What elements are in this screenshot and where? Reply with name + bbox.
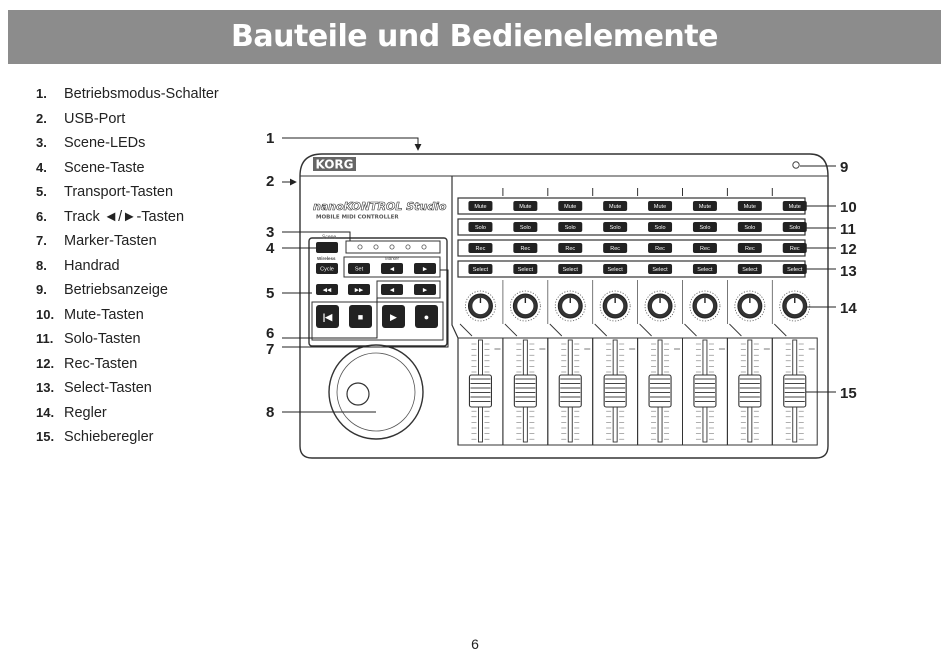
leader-1 — [282, 138, 418, 150]
callout-12: 12 — [840, 241, 857, 258]
scene-led — [358, 245, 362, 249]
item-number: 3. — [36, 135, 47, 150]
fader-knob[interactable] — [559, 375, 581, 407]
jog-wheel[interactable] — [329, 345, 423, 439]
callout-9: 9 — [840, 159, 849, 176]
item-label: Schieberegler — [64, 429, 154, 445]
item-number: 6. — [36, 208, 47, 224]
callout-10: 10 — [840, 199, 857, 216]
jog-wheel-grip — [347, 383, 369, 405]
rec-button-label: Rec — [565, 246, 576, 252]
wireless-label: Wireless — [317, 256, 336, 261]
fader-knob[interactable] — [649, 375, 671, 407]
item-number: 5. — [36, 184, 47, 199]
item-number: 2. — [36, 110, 47, 126]
solo-button-label: Solo — [609, 225, 621, 231]
solo-button-label: Solo — [564, 225, 576, 231]
rec-button-label: Rec — [700, 246, 710, 252]
solo-button-label: Solo — [474, 225, 486, 231]
rec-button-label: Rec — [655, 246, 665, 252]
item-number: 14. — [36, 404, 55, 420]
select-button-label: Select — [562, 267, 578, 273]
callout-1: 1 — [266, 130, 275, 147]
marker-prev-icon: ◀ — [389, 266, 395, 273]
scene-led — [374, 245, 378, 249]
mute-button-label: Mute — [788, 204, 801, 210]
callout-7: 7 — [266, 341, 275, 358]
item-number: 13. — [36, 380, 55, 395]
fader-knob[interactable] — [784, 375, 806, 407]
track-next-icon: ▶ — [422, 287, 428, 294]
record-icon: ● — [423, 312, 430, 322]
model-name: nanoKONTROL Studio — [313, 200, 447, 213]
play-icon: ▶ — [390, 312, 397, 322]
mute-button-label: Mute — [474, 204, 487, 210]
scene-led — [422, 245, 426, 249]
select-button-label: Select — [742, 267, 758, 273]
mute-button-label: Mute — [609, 204, 622, 210]
item-label: Handrad — [64, 257, 120, 274]
fast-forward-icon: ▶▶ — [354, 287, 364, 294]
korg-logo-text: KORG — [315, 157, 354, 172]
rec-button-label: Rec — [520, 246, 531, 252]
track-prev-icon: ◀ — [389, 287, 395, 294]
scene-led — [406, 245, 410, 249]
fader-knob[interactable] — [604, 375, 626, 407]
marker-label: Marker — [384, 256, 400, 261]
solo-button-label: Solo — [789, 225, 801, 231]
item-number: 12. — [36, 355, 55, 371]
select-button-label: Select — [607, 267, 623, 273]
scene-led — [390, 245, 394, 249]
item-number: 9. — [36, 282, 47, 297]
mute-button-label: Mute — [743, 204, 756, 210]
mute-button-label: Mute — [653, 204, 667, 210]
select-button-label: Select — [472, 267, 489, 273]
item-label: Scene-LEDs — [64, 135, 146, 151]
page-number: 6 — [471, 636, 479, 652]
callout-4: 4 — [266, 240, 275, 257]
item-label: Marker-Tasten — [64, 233, 157, 249]
select-button-label: Select — [517, 267, 533, 273]
item-label: Solo-Tasten — [64, 331, 141, 347]
scene-label: Scene — [322, 234, 337, 241]
item-label: Mute-Tasten — [64, 306, 144, 323]
fader-knob[interactable] — [469, 375, 491, 407]
item-label: USB-Port — [64, 110, 126, 127]
fader-knob[interactable] — [694, 375, 716, 407]
callout-2: 2 — [266, 173, 275, 190]
solo-button-label: Solo — [519, 225, 531, 231]
fader-knob[interactable] — [514, 375, 536, 407]
select-button-label: Select — [652, 267, 668, 273]
callout-15: 15 — [840, 385, 857, 402]
item-label: Betriebsmodus-Schalter — [64, 86, 219, 102]
page-title: Bauteile und Bedienelemente — [231, 19, 718, 54]
select-button-label: Select — [697, 267, 713, 273]
item-number: 8. — [36, 257, 47, 273]
rec-button-label: Rec — [744, 246, 755, 252]
callout-8: 8 — [266, 404, 275, 421]
rec-button-label: Rec — [475, 246, 486, 252]
scene-button[interactable] — [316, 242, 338, 253]
rewind-icon: ◀◀ — [322, 287, 332, 294]
rec-button-label: Rec — [610, 246, 621, 252]
item-label: Transport-Tasten — [64, 184, 174, 200]
item-number: 7. — [36, 233, 47, 248]
cycle-button-label: Cycle — [320, 266, 334, 273]
solo-button-label: Solo — [744, 225, 756, 231]
callout-5: 5 — [266, 285, 275, 302]
select-button-label: Select — [787, 267, 803, 273]
marker-set-label: Set — [354, 266, 364, 273]
callout-13: 13 — [840, 263, 857, 280]
callout-6: 6 — [266, 325, 275, 342]
callout-3: 3 — [266, 224, 275, 241]
item-label: Rec-Tasten — [64, 355, 138, 372]
item-number: 10. — [36, 306, 55, 322]
callout-14: 14 — [840, 300, 857, 317]
mute-button-label: Mute — [564, 204, 577, 210]
fader-knob[interactable] — [739, 375, 761, 407]
mute-button-label: Mute — [698, 204, 712, 210]
model-subtitle: MOBILE MIDI CONTROLLER — [316, 214, 399, 221]
item-label: Scene-Taste — [64, 159, 145, 176]
marker-next-icon: ▶ — [422, 266, 428, 273]
item-number: 4. — [36, 159, 47, 175]
item-label: Track ◄/►-Tasten — [64, 208, 185, 225]
item-label: Betriebsanzeige — [64, 282, 168, 298]
item-number: 11. — [36, 331, 54, 346]
return-to-start-icon: |◀ — [322, 312, 333, 322]
solo-button-label: Solo — [699, 225, 711, 231]
power-led — [793, 162, 799, 168]
stop-icon: ■ — [357, 312, 364, 322]
mute-button-label: Mute — [519, 204, 532, 210]
item-number: 15. — [36, 429, 55, 444]
item-number: 1. — [36, 86, 47, 101]
solo-button-label: Solo — [654, 225, 666, 231]
rec-button-label: Rec — [789, 246, 800, 252]
item-label: Select-Tasten — [64, 380, 152, 396]
callout-11: 11 — [840, 221, 856, 238]
item-label: Regler — [64, 404, 107, 421]
